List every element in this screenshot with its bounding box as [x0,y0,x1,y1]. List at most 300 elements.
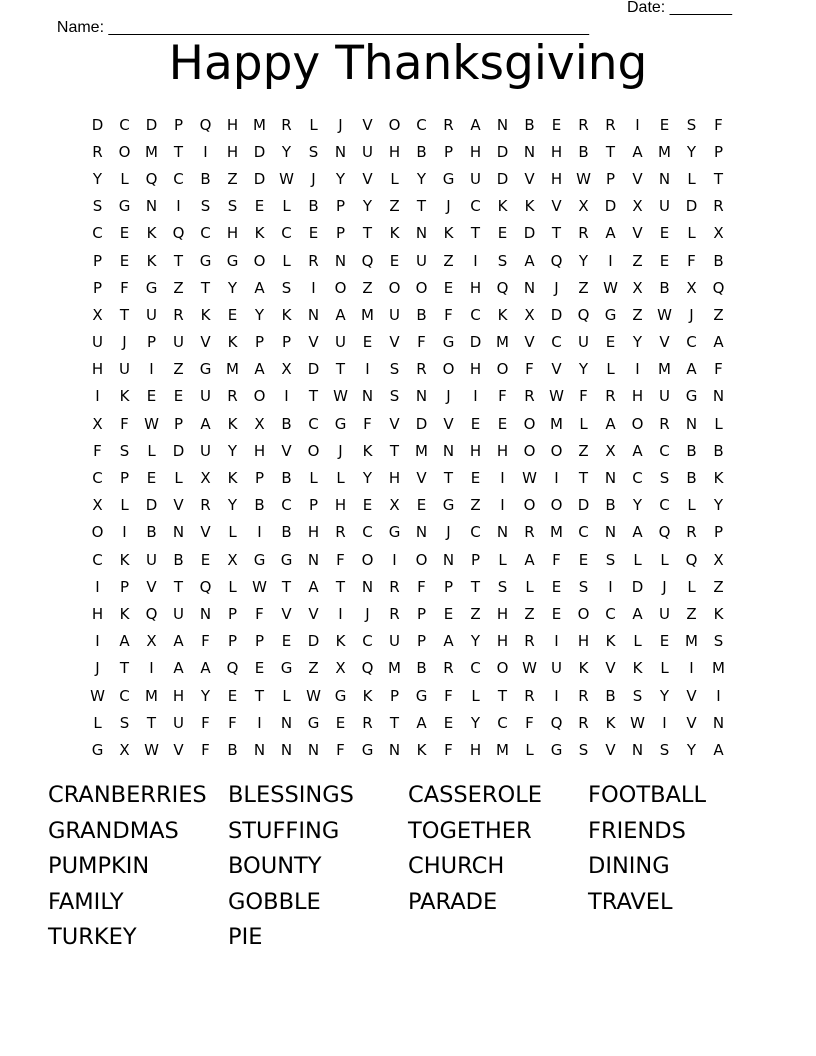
grid-cell: Y [227,441,238,460]
grid-cell: X [146,632,157,651]
grid-cell: O [523,496,536,515]
grid-cell: G [199,360,212,379]
grid-cell: M [415,441,428,460]
grid-cell: J [338,441,343,460]
grid-cell: R [308,251,319,270]
grid-cell: K [119,387,130,406]
grid-cell: C [281,224,292,243]
grid-cell: V [524,333,535,352]
grid-cell: U [416,251,427,270]
grid-cell: V [281,441,292,460]
grid-cell: L [282,686,291,705]
grid-cell: E [119,224,130,243]
grid-cell: P [254,333,265,352]
grid-cell: X [254,414,265,433]
grid-cell: R [578,115,589,134]
grid-cell: E [659,632,670,651]
grid-cell: N [253,740,266,759]
grid-cell: H [253,441,266,460]
grid-cell: I [122,523,127,542]
grid-cell: H [550,169,563,188]
grid-cell: T [173,577,184,596]
grid-cell: V [389,333,400,352]
grid-cell: C [659,441,670,460]
grid-cell: F [255,604,264,623]
grid-cell: A [254,278,265,297]
grid-cell: K [389,224,400,243]
grid-cell: G [145,278,158,297]
grid-cell: L [282,197,291,216]
grid-cell: Y [92,169,103,188]
grid-cell: T [578,469,589,488]
grid-cell: E [281,632,292,651]
grid-cell: F [525,713,534,732]
grid-cell: P [416,604,427,623]
grid-cell: I [176,197,181,216]
grid-cell: A [308,577,319,596]
grid-cell: S [92,197,103,216]
grid-cell: R [578,224,589,243]
grid-cell: O [415,278,428,297]
grid-cell: W [576,169,591,188]
grid-cell: T [362,224,373,243]
grid-cell: P [146,333,157,352]
grid-cell: Z [362,278,373,297]
grid-cell: O [523,414,536,433]
grid-cell: F [417,333,426,352]
grid-cell: I [662,713,667,732]
grid-cell: E [227,686,238,705]
grid-cell: T [200,278,211,297]
grid-cell: Z [443,251,454,270]
grid-cell: N [172,523,185,542]
grid-cell: U [659,197,670,216]
grid-cell: T [281,577,292,596]
grid-cell: R [578,713,589,732]
grid-cell: J [446,387,451,406]
grid-cell: H [388,469,401,488]
grid-cell: E [362,333,373,352]
grid-cell: F [444,686,453,705]
grid-cell: I [95,632,100,651]
grid-cell: P [713,523,724,542]
grid-cell: N [145,197,158,216]
grid-cell: V [605,659,616,678]
grid-cell: I [284,387,289,406]
grid-cell: P [713,142,724,161]
grid-cell: P [119,577,130,596]
grid-cell: I [635,360,640,379]
grid-cell: R [605,115,616,134]
grid-cell: L [579,414,588,433]
grid-cell: P [227,604,238,623]
grid-cell: Y [227,496,238,515]
grid-cell: F [687,251,696,270]
grid-cell: Q [361,251,374,270]
grid-cell: S [578,740,589,759]
grid-cell: N [604,469,617,488]
grid-cell: K [713,469,724,488]
grid-cell: Y [659,686,670,705]
grid-cell: Q [145,169,158,188]
grid-cell: D [91,115,104,134]
grid-cell: X [713,224,724,243]
word-list-item: PUMPKIN [48,853,150,879]
grid-cell: V [686,713,697,732]
grid-cell: R [281,115,292,134]
grid-cell: E [659,251,670,270]
grid-cell: K [713,604,724,623]
grid-cell: F [201,713,210,732]
grid-cell: Z [713,305,724,324]
grid-cell: B [713,251,724,270]
grid-cell: D [307,360,320,379]
grid-cell: B [686,441,697,460]
grid-cell: N [307,550,320,569]
grid-cell: G [550,740,563,759]
grid-cell: F [201,740,210,759]
grid-cell: L [633,632,642,651]
grid-cell: C [416,115,427,134]
grid-cell: H [496,604,509,623]
grid-cell: V [362,169,373,188]
grid-cell: Q [496,278,509,297]
grid-cell: N [334,142,347,161]
grid-cell: H [226,115,239,134]
word-search-grid [84,111,732,764]
grid-cell: C [119,115,130,134]
grid-cell: W [144,414,159,433]
grid-cell: D [145,496,158,515]
grid-cell: P [389,686,400,705]
grid-cell: Z [632,305,643,324]
grid-cell: B [146,523,157,542]
grid-cell: T [551,224,562,243]
grid-cell: J [662,577,667,596]
grid-cell: R [227,387,238,406]
grid-cell: Q [145,604,158,623]
grid-cell: N [496,115,509,134]
grid-cell: A [200,414,211,433]
grid-cell: S [659,740,670,759]
grid-cell: N [523,142,536,161]
grid-cell: V [281,604,292,623]
grid-cell: V [389,414,400,433]
grid-cell: F [363,414,372,433]
grid-cell: U [659,387,670,406]
grid-cell: E [605,333,616,352]
grid-cell: B [416,142,427,161]
grid-cell: U [146,305,157,324]
grid-cell: Q [685,550,698,569]
grid-cell: H [172,686,185,705]
grid-cell: U [659,604,670,623]
grid-cell: H [469,740,482,759]
grid-cell: M [712,659,725,678]
grid-cell: H [469,441,482,460]
grid-cell: Y [632,496,643,515]
grid-cell: P [443,577,454,596]
grid-cell: R [173,305,184,324]
grid-cell: Q [361,659,374,678]
grid-cell: R [659,414,670,433]
grid-cell: H [307,523,320,542]
grid-cell: V [308,604,319,623]
grid-cell: E [308,224,319,243]
grid-cell: W [90,686,105,705]
grid-cell: T [173,142,184,161]
grid-cell: D [415,414,428,433]
grid-cell: T [497,686,508,705]
grid-cell: I [473,251,478,270]
grid-cell: E [659,115,670,134]
grid-cell: V [146,577,157,596]
grid-cell: Y [578,360,589,379]
grid-cell: L [660,550,669,569]
grid-cell: C [281,496,292,515]
grid-cell: S [497,251,508,270]
grid-cell: Y [713,496,724,515]
grid-cell: F [93,441,102,460]
grid-cell: U [389,632,400,651]
grid-cell: E [389,251,400,270]
grid-cell: B [254,496,265,515]
grid-cell: S [659,469,670,488]
grid-cell: N [280,713,293,732]
grid-cell: U [200,441,211,460]
grid-cell: K [416,740,427,759]
grid-cell: S [119,441,130,460]
grid-cell: I [554,469,559,488]
grid-cell: U [119,360,130,379]
grid-cell: U [173,604,184,623]
grid-cell: A [605,224,616,243]
grid-cell: O [388,278,401,297]
grid-cell: B [281,523,292,542]
grid-cell: Y [362,469,373,488]
word-list-item: TOGETHER [408,817,532,844]
grid-cell: L [687,169,696,188]
grid-cell: U [173,333,184,352]
grid-cell: T [389,441,400,460]
grid-cell: X [200,469,211,488]
grid-cell: S [713,632,724,651]
grid-cell: G [442,496,455,515]
grid-cell: Q [712,278,725,297]
grid-cell: Q [199,577,212,596]
grid-cell: K [497,197,508,216]
grid-cell: Y [281,142,292,161]
grid-cell: R [200,496,211,515]
grid-cell: F [579,387,588,406]
grid-cell: X [389,496,400,515]
grid-cell: O [550,496,563,515]
grid-cell: O [496,659,509,678]
grid-cell: Z [470,496,481,515]
grid-cell: A [443,632,454,651]
grid-cell: M [658,360,671,379]
grid-cell: I [203,142,208,161]
grid-cell: X [632,197,643,216]
grid-cell: T [416,197,427,216]
grid-cell: B [173,550,184,569]
grid-cell: P [119,469,130,488]
grid-cell: M [388,659,401,678]
grid-cell: K [119,604,130,623]
grid-cell: D [523,224,536,243]
grid-cell: E [119,251,130,270]
grid-cell: Z [578,441,589,460]
grid-cell: V [416,469,427,488]
grid-cell: L [525,740,534,759]
grid-cell: D [307,632,320,651]
grid-cell: U [92,333,103,352]
grid-cell: K [497,305,508,324]
grid-cell: K [605,632,616,651]
grid-cell: Z [524,604,535,623]
grid-cell: W [630,713,645,732]
grid-cell: K [146,224,157,243]
grid-cell: O [91,523,104,542]
grid-cell: R [92,142,103,161]
grid-cell: G [415,686,428,705]
grid-cell: O [631,414,644,433]
grid-cell: I [716,686,721,705]
grid-cell: B [281,469,292,488]
grid-cell: P [281,333,292,352]
grid-cell: U [470,169,481,188]
grid-cell: I [149,659,154,678]
grid-cell: C [578,523,589,542]
grid-cell: L [714,414,723,433]
grid-cell: E [551,604,562,623]
grid-cell: C [470,305,481,324]
grid-cell: Z [578,278,589,297]
grid-cell: M [145,142,158,161]
grid-cell: U [551,659,562,678]
grid-cell: V [551,360,562,379]
grid-cell: V [443,414,454,433]
grid-cell: G [334,686,347,705]
grid-cell: F [336,740,345,759]
grid-cell: O [577,604,590,623]
grid-cell: W [144,740,159,759]
grid-cell: I [392,550,397,569]
grid-cell: V [362,115,373,134]
grid-cell: T [335,577,346,596]
word-list-item: PIE [228,924,263,950]
word-list-item: CRANBERRIES [48,782,207,808]
grid-cell: E [443,604,454,623]
grid-cell: G [442,169,455,188]
grid-cell: T [254,686,265,705]
grid-cell: Y [686,142,697,161]
grid-cell: N [604,523,617,542]
grid-cell: N [280,740,293,759]
grid-cell: T [443,469,454,488]
grid-cell: K [227,469,238,488]
grid-cell: T [119,659,130,678]
grid-cell: O [118,142,131,161]
word-list-item: STUFFING [228,817,340,844]
grid-cell: Z [227,169,238,188]
grid-cell: E [497,224,508,243]
grid-cell: A [254,360,265,379]
grid-cell: G [604,305,617,324]
grid-cell: T [335,360,346,379]
grid-cell: K [281,305,292,324]
grid-cell: H [469,360,482,379]
grid-cell: H [577,632,590,651]
grid-cell: Q [577,305,590,324]
grid-cell: Y [254,305,265,324]
grid-cell: A [632,604,643,623]
grid-cell: X [92,305,103,324]
grid-cell: K [119,550,130,569]
grid-cell: C [308,414,319,433]
grid-cell: Y [470,713,481,732]
grid-cell: I [608,577,613,596]
grid-cell: W [603,278,618,297]
grid-cell: A [119,632,130,651]
grid-cell: B [200,169,211,188]
date-field-label: Date: _______ [627,0,732,16]
grid-cell: F [552,550,561,569]
grid-cell: W [549,387,564,406]
grid-cell: F [201,632,210,651]
grid-cell: G [334,414,347,433]
grid-cell: D [469,333,482,352]
grid-cell: Q [550,713,563,732]
grid-cell: R [335,523,346,542]
grid-cell: G [280,659,293,678]
grid-cell: C [470,523,481,542]
grid-cell: X [119,740,130,759]
grid-cell: I [257,713,262,732]
grid-cell: E [443,713,454,732]
grid-cell: P [92,278,103,297]
grid-cell: B [227,740,238,759]
grid-cell: O [253,387,266,406]
grid-cell: X [578,197,589,216]
grid-cell: G [199,251,212,270]
grid-cell: V [173,740,184,759]
grid-cell: Z [173,278,184,297]
grid-cell: L [120,169,129,188]
grid-cell: M [226,360,239,379]
grid-cell: R [389,577,400,596]
grid-cell: P [443,142,454,161]
grid-cell: L [228,523,237,542]
grid-cell: B [605,496,616,515]
grid-cell: F [444,740,453,759]
grid-cell: C [173,169,184,188]
grid-cell: Z [308,659,319,678]
grid-cell: E [200,550,211,569]
grid-cell: L [687,577,696,596]
grid-cell: K [335,632,346,651]
grid-cell: O [415,550,428,569]
grid-cell: B [605,686,616,705]
grid-cell: R [416,360,427,379]
grid-cell: Z [632,251,643,270]
grid-cell: X [335,659,346,678]
word-list-item: CASSEROLE [408,782,542,808]
grid-cell: A [605,414,616,433]
grid-cell: L [147,441,156,460]
grid-cell: L [390,169,399,188]
grid-cell: I [338,604,343,623]
